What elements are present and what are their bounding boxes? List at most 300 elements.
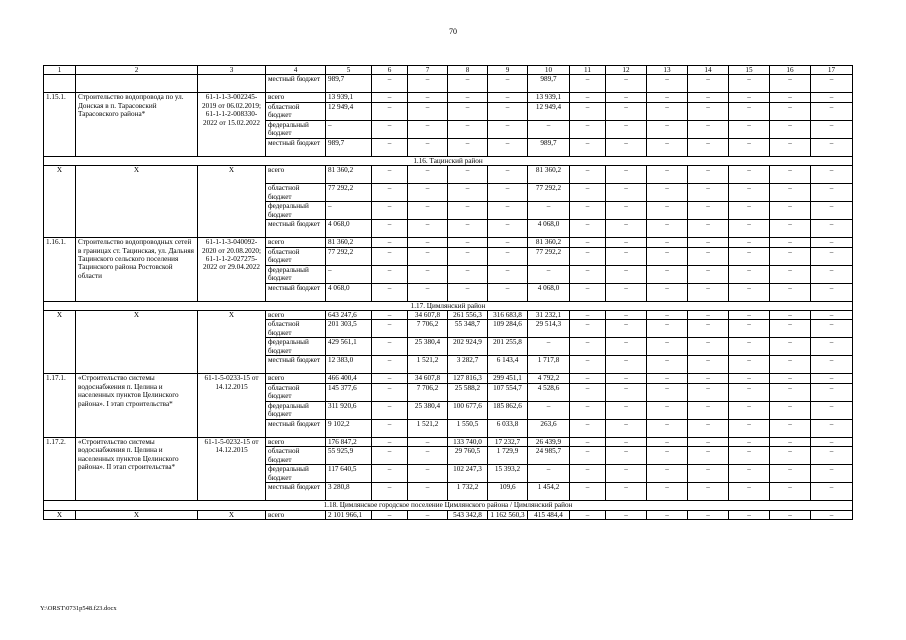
amount-cell: 133 740,0 bbox=[448, 437, 488, 446]
amount-cell: – bbox=[811, 447, 853, 465]
amount-cell: – bbox=[770, 220, 811, 238]
column-number: 10 bbox=[528, 66, 570, 75]
amount-cell: 102 247,3 bbox=[448, 465, 488, 483]
amount-cell: – bbox=[488, 202, 528, 220]
amount-cell: 201 303,5 bbox=[326, 320, 372, 338]
section-title: 1.18. Цимлянское городское поселение Цимлянского района / Цимлянский район bbox=[44, 501, 853, 510]
amount-cell: 81 360,2 bbox=[326, 238, 372, 247]
column-number: 2 bbox=[76, 66, 198, 75]
amount-cell: – bbox=[408, 265, 448, 283]
column-number: 1 bbox=[44, 66, 76, 75]
amount-cell: – bbox=[408, 75, 448, 93]
amount-cell: – bbox=[688, 320, 729, 338]
column-number: 11 bbox=[570, 66, 606, 75]
amount-cell: – bbox=[688, 102, 729, 120]
document-number bbox=[198, 75, 266, 93]
amount-cell: – bbox=[326, 120, 372, 138]
amount-cell: – bbox=[770, 238, 811, 247]
amount-cell: – bbox=[647, 447, 688, 465]
amount-cell: – bbox=[688, 419, 729, 437]
column-number: 7 bbox=[408, 66, 448, 75]
amount-cell: – bbox=[570, 320, 606, 338]
amount-cell: 81 360,2 bbox=[528, 238, 570, 247]
amount-cell: – bbox=[606, 465, 647, 483]
amount-cell: – bbox=[570, 437, 606, 446]
amount-cell: – bbox=[688, 238, 729, 247]
amount-cell: 34 607,8 bbox=[408, 311, 448, 320]
amount-cell: – bbox=[729, 184, 770, 202]
amount-cell: – bbox=[408, 120, 448, 138]
amount-cell: – bbox=[729, 356, 770, 374]
amount-cell: – bbox=[729, 483, 770, 501]
amount-cell: – bbox=[606, 102, 647, 120]
amount-cell: – bbox=[770, 447, 811, 465]
amount-cell: – bbox=[688, 447, 729, 465]
amount-cell: – bbox=[811, 374, 853, 383]
amount-cell: 1 729,9 bbox=[488, 447, 528, 465]
funding-source: федеральный бюджет bbox=[266, 465, 326, 483]
amount-cell: – bbox=[408, 102, 448, 120]
amount-cell: – bbox=[647, 374, 688, 383]
item-name: X bbox=[76, 311, 198, 374]
amount-cell: 145 377,6 bbox=[326, 383, 372, 401]
amount-cell: – bbox=[488, 265, 528, 283]
amount-cell: 4 068,0 bbox=[326, 283, 372, 301]
amount-cell: 127 816,3 bbox=[448, 374, 488, 383]
amount-cell: – bbox=[729, 138, 770, 156]
funding-source: областной бюджет bbox=[266, 184, 326, 202]
amount-cell: 466 400,4 bbox=[326, 374, 372, 383]
amount-cell: 29 514,3 bbox=[528, 320, 570, 338]
amount-cell: – bbox=[688, 220, 729, 238]
item-name: X bbox=[76, 166, 198, 238]
amount-cell: – bbox=[488, 247, 528, 265]
amount-cell: – bbox=[488, 166, 528, 184]
amount-cell: – bbox=[811, 510, 853, 519]
item-number: X bbox=[44, 166, 76, 238]
amount-cell: – bbox=[606, 383, 647, 401]
amount-cell: – bbox=[647, 320, 688, 338]
item-number bbox=[44, 75, 76, 93]
amount-cell: – bbox=[570, 356, 606, 374]
amount-cell: – bbox=[647, 220, 688, 238]
section-row bbox=[44, 301, 853, 310]
amount-cell: 77 292,2 bbox=[528, 184, 570, 202]
column-number: 5 bbox=[326, 66, 372, 75]
amount-cell: – bbox=[647, 465, 688, 483]
amount-cell: 7 706,2 bbox=[408, 383, 448, 401]
amount-cell: – bbox=[408, 93, 448, 102]
amount-cell: – bbox=[570, 510, 606, 519]
amount-cell: – bbox=[811, 265, 853, 283]
amount-cell: – bbox=[647, 283, 688, 301]
amount-cell: – bbox=[770, 265, 811, 283]
amount-cell: 26 439,9 bbox=[528, 437, 570, 446]
column-number: 9 bbox=[488, 66, 528, 75]
funding-source: местный бюджет bbox=[266, 220, 326, 238]
amount-cell: 3 282,7 bbox=[448, 356, 488, 374]
amount-cell: – bbox=[570, 238, 606, 247]
funding-source: местный бюджет bbox=[266, 356, 326, 374]
section-title: 1.17. Цимлянский район bbox=[44, 301, 853, 310]
amount-cell: 415 484,4 bbox=[528, 510, 570, 519]
section-row bbox=[44, 156, 853, 165]
amount-cell: 1 732,2 bbox=[448, 483, 488, 501]
amount-cell: – bbox=[408, 447, 448, 465]
amount-cell: 7 706,2 bbox=[408, 320, 448, 338]
amount-cell: 29 760,5 bbox=[448, 447, 488, 465]
document-number: X bbox=[198, 311, 266, 374]
amount-cell: – bbox=[811, 356, 853, 374]
amount-cell: – bbox=[372, 75, 408, 93]
amount-cell: – bbox=[448, 238, 488, 247]
amount-cell: – bbox=[647, 383, 688, 401]
amount-cell: – bbox=[326, 202, 372, 220]
amount-cell: – bbox=[729, 247, 770, 265]
amount-cell: – bbox=[372, 166, 408, 184]
amount-cell: – bbox=[729, 75, 770, 93]
amount-cell: – bbox=[770, 311, 811, 320]
page-number: 70 bbox=[449, 27, 457, 36]
amount-cell: – bbox=[606, 374, 647, 383]
amount-cell: – bbox=[408, 238, 448, 247]
amount-cell: – bbox=[688, 138, 729, 156]
amount-cell: – bbox=[408, 202, 448, 220]
amount-cell: – bbox=[647, 120, 688, 138]
amount-cell: 55 925,9 bbox=[326, 447, 372, 465]
amount-cell: – bbox=[811, 401, 853, 419]
amount-cell: – bbox=[811, 483, 853, 501]
amount-cell: 316 683,8 bbox=[488, 311, 528, 320]
file-path-footer: Y:\ORST\0731p548.f23.docx bbox=[40, 605, 117, 612]
amount-cell: – bbox=[729, 311, 770, 320]
amount-cell: – bbox=[448, 220, 488, 238]
amount-cell: 4 528,6 bbox=[528, 383, 570, 401]
amount-cell: – bbox=[528, 465, 570, 483]
amount-cell: – bbox=[488, 75, 528, 93]
amount-cell: – bbox=[688, 166, 729, 184]
column-number: 12 bbox=[606, 66, 647, 75]
amount-cell: – bbox=[606, 120, 647, 138]
table-row bbox=[44, 311, 853, 320]
amount-cell: 643 247,6 bbox=[326, 311, 372, 320]
amount-cell: – bbox=[408, 437, 448, 446]
amount-cell: – bbox=[729, 93, 770, 102]
amount-cell: – bbox=[488, 138, 528, 156]
amount-cell: – bbox=[606, 138, 647, 156]
amount-cell: – bbox=[647, 138, 688, 156]
amount-cell: – bbox=[408, 184, 448, 202]
amount-cell: – bbox=[606, 437, 647, 446]
amount-cell: – bbox=[770, 75, 811, 93]
amount-cell: – bbox=[570, 93, 606, 102]
amount-cell: 185 862,6 bbox=[488, 401, 528, 419]
funding-source: областной бюджет bbox=[266, 447, 326, 465]
amount-cell: – bbox=[811, 238, 853, 247]
amount-cell: – bbox=[606, 338, 647, 356]
amount-cell: – bbox=[688, 202, 729, 220]
amount-cell: 25 380,4 bbox=[408, 338, 448, 356]
amount-cell: – bbox=[606, 401, 647, 419]
amount-cell: – bbox=[647, 510, 688, 519]
amount-cell: – bbox=[811, 93, 853, 102]
item-number: 1.17.1. bbox=[44, 374, 76, 437]
amount-cell: – bbox=[770, 465, 811, 483]
amount-cell: – bbox=[811, 419, 853, 437]
amount-cell: 117 640,5 bbox=[326, 465, 372, 483]
amount-cell: – bbox=[729, 283, 770, 301]
item-name: «Строительство системы водоснабжения п. Целина и населенных пунктов Целинского района». II этап строительства* bbox=[76, 437, 198, 500]
amount-cell: – bbox=[528, 401, 570, 419]
budget-table bbox=[43, 65, 853, 520]
funding-source: областной бюджет bbox=[266, 383, 326, 401]
amount-cell: – bbox=[606, 202, 647, 220]
amount-cell: – bbox=[688, 465, 729, 483]
amount-cell: – bbox=[647, 93, 688, 102]
amount-cell: – bbox=[570, 220, 606, 238]
item-name bbox=[76, 75, 198, 93]
amount-cell: – bbox=[528, 338, 570, 356]
amount-cell: 107 554,7 bbox=[488, 383, 528, 401]
amount-cell: – bbox=[488, 120, 528, 138]
amount-cell: – bbox=[448, 166, 488, 184]
amount-cell: – bbox=[770, 374, 811, 383]
amount-cell: – bbox=[770, 202, 811, 220]
funding-source: федеральный бюджет bbox=[266, 265, 326, 283]
amount-cell: – bbox=[326, 265, 372, 283]
amount-cell: 9 102,2 bbox=[326, 419, 372, 437]
amount-cell: – bbox=[372, 283, 408, 301]
amount-cell: – bbox=[570, 383, 606, 401]
amount-cell: 24 985,7 bbox=[528, 447, 570, 465]
funding-source: всего bbox=[266, 311, 326, 320]
amount-cell: – bbox=[811, 120, 853, 138]
document-number: X bbox=[198, 166, 266, 238]
amount-cell: – bbox=[647, 75, 688, 93]
funding-source: федеральный бюджет bbox=[266, 120, 326, 138]
amount-cell: – bbox=[606, 283, 647, 301]
amount-cell: – bbox=[408, 138, 448, 156]
amount-cell: – bbox=[448, 120, 488, 138]
amount-cell: – bbox=[811, 283, 853, 301]
amount-cell: – bbox=[372, 447, 408, 465]
funding-source: всего bbox=[266, 93, 326, 102]
amount-cell: – bbox=[770, 437, 811, 446]
amount-cell: – bbox=[647, 202, 688, 220]
amount-cell: – bbox=[606, 184, 647, 202]
amount-cell: – bbox=[372, 238, 408, 247]
amount-cell: – bbox=[729, 220, 770, 238]
amount-cell: – bbox=[372, 184, 408, 202]
amount-cell: 34 607,8 bbox=[408, 374, 448, 383]
amount-cell: 12 949,4 bbox=[326, 102, 372, 120]
funding-source: областной бюджет bbox=[266, 247, 326, 265]
amount-cell: – bbox=[647, 184, 688, 202]
amount-cell: – bbox=[729, 465, 770, 483]
amount-cell: – bbox=[606, 265, 647, 283]
amount-cell: – bbox=[448, 184, 488, 202]
amount-cell: – bbox=[647, 238, 688, 247]
item-name: Строительство водопровода по ул. Донская в п. Тарасовский Тарасовского района* bbox=[76, 93, 198, 156]
amount-cell: – bbox=[688, 356, 729, 374]
amount-cell: – bbox=[811, 184, 853, 202]
amount-cell: – bbox=[372, 437, 408, 446]
amount-cell: – bbox=[372, 93, 408, 102]
table-row bbox=[44, 437, 853, 446]
amount-cell: – bbox=[570, 465, 606, 483]
funding-source: всего bbox=[266, 510, 326, 519]
amount-cell: – bbox=[647, 483, 688, 501]
amount-cell: – bbox=[408, 483, 448, 501]
amount-cell: – bbox=[606, 320, 647, 338]
amount-cell: – bbox=[570, 374, 606, 383]
amount-cell: 176 847,2 bbox=[326, 437, 372, 446]
amount-cell: 12 949,4 bbox=[528, 102, 570, 120]
amount-cell: – bbox=[729, 510, 770, 519]
column-number: 8 bbox=[448, 66, 488, 75]
amount-cell: 989,7 bbox=[528, 138, 570, 156]
section-title: 1.16. Тацинский район bbox=[44, 156, 853, 165]
amount-cell: – bbox=[408, 465, 448, 483]
amount-cell: – bbox=[488, 283, 528, 301]
funding-source: федеральный бюджет bbox=[266, 338, 326, 356]
amount-cell: – bbox=[606, 166, 647, 184]
amount-cell: – bbox=[372, 102, 408, 120]
amount-cell: – bbox=[729, 374, 770, 383]
amount-cell: – bbox=[688, 265, 729, 283]
amount-cell: – bbox=[647, 401, 688, 419]
amount-cell: – bbox=[811, 247, 853, 265]
amount-cell: – bbox=[647, 338, 688, 356]
amount-cell: 25 588,2 bbox=[448, 383, 488, 401]
amount-cell: – bbox=[688, 483, 729, 501]
amount-cell: – bbox=[688, 247, 729, 265]
amount-cell: – bbox=[688, 374, 729, 383]
amount-cell: – bbox=[770, 320, 811, 338]
amount-cell: 1 717,8 bbox=[528, 356, 570, 374]
header-row bbox=[44, 66, 853, 75]
amount-cell: – bbox=[688, 283, 729, 301]
amount-cell: – bbox=[729, 401, 770, 419]
table-row bbox=[44, 166, 853, 184]
amount-cell: – bbox=[606, 356, 647, 374]
document-number: 61-1-1-3-002245-2019 от 06.02.2019; 61-1-1-2-008330-2022 от 15.02.2022 bbox=[198, 93, 266, 156]
amount-cell: – bbox=[372, 311, 408, 320]
amount-cell: – bbox=[448, 247, 488, 265]
amount-cell: – bbox=[688, 437, 729, 446]
amount-cell: – bbox=[606, 311, 647, 320]
amount-cell: – bbox=[448, 265, 488, 283]
amount-cell: – bbox=[811, 220, 853, 238]
amount-cell: – bbox=[570, 419, 606, 437]
amount-cell: 201 255,8 bbox=[488, 338, 528, 356]
amount-cell: – bbox=[688, 93, 729, 102]
amount-cell: – bbox=[647, 166, 688, 184]
amount-cell: 4 068,0 bbox=[528, 283, 570, 301]
item-number: X bbox=[44, 510, 76, 519]
amount-cell: 202 924,9 bbox=[448, 338, 488, 356]
column-number: 13 bbox=[647, 66, 688, 75]
amount-cell: – bbox=[770, 383, 811, 401]
amount-cell: – bbox=[647, 311, 688, 320]
table-row bbox=[44, 93, 853, 102]
amount-cell: – bbox=[811, 166, 853, 184]
item-name: «Строительство системы водоснабжения п. Целина и населенных пунктов Целинского района». I этап строительства* bbox=[76, 374, 198, 437]
amount-cell: – bbox=[372, 202, 408, 220]
amount-cell: 25 380,4 bbox=[408, 401, 448, 419]
amount-cell: – bbox=[770, 338, 811, 356]
item-name: Строительство водопроводных сетей в границах ст. Тацинская, ул. Дальняя Тацинского сельского поселения Тацинского района Ростовской области bbox=[76, 238, 198, 301]
amount-cell: – bbox=[448, 202, 488, 220]
item-number: X bbox=[44, 311, 76, 374]
amount-cell: – bbox=[372, 510, 408, 519]
amount-cell: – bbox=[570, 401, 606, 419]
amount-cell: 6 143,4 bbox=[488, 356, 528, 374]
amount-cell: – bbox=[770, 93, 811, 102]
amount-cell: – bbox=[770, 166, 811, 184]
amount-cell: – bbox=[606, 419, 647, 437]
amount-cell: – bbox=[372, 419, 408, 437]
amount-cell: – bbox=[647, 265, 688, 283]
amount-cell: – bbox=[488, 184, 528, 202]
amount-cell: 4 068,0 bbox=[326, 220, 372, 238]
amount-cell: 1 162 560,3 bbox=[488, 510, 528, 519]
item-number: 1.17.2. bbox=[44, 437, 76, 500]
funding-source: местный бюджет bbox=[266, 419, 326, 437]
amount-cell: – bbox=[729, 202, 770, 220]
funding-source: всего bbox=[266, 437, 326, 446]
amount-cell: 12 383,0 bbox=[326, 356, 372, 374]
amount-cell: – bbox=[448, 93, 488, 102]
amount-cell: – bbox=[570, 247, 606, 265]
amount-cell: 6 033,8 bbox=[488, 419, 528, 437]
amount-cell: 989,7 bbox=[326, 75, 372, 93]
amount-cell: 989,7 bbox=[326, 138, 372, 156]
amount-cell: – bbox=[770, 356, 811, 374]
amount-cell: – bbox=[770, 102, 811, 120]
funding-source: федеральный бюджет bbox=[266, 401, 326, 419]
amount-cell: 1 454,2 bbox=[528, 483, 570, 501]
amount-cell: – bbox=[811, 311, 853, 320]
funding-source: местный бюджет bbox=[266, 138, 326, 156]
amount-cell: – bbox=[729, 383, 770, 401]
amount-cell: – bbox=[372, 338, 408, 356]
amount-cell: 1 521,2 bbox=[408, 419, 448, 437]
amount-cell: – bbox=[770, 510, 811, 519]
amount-cell: 13 939,1 bbox=[528, 93, 570, 102]
section-row bbox=[44, 501, 853, 510]
amount-cell: – bbox=[570, 166, 606, 184]
amount-cell: – bbox=[770, 483, 811, 501]
document-number: 61-1-1-3-040092-2020 от 20.08.2020; 61-1-1-2-027275-2022 от 29.04.2022 bbox=[198, 238, 266, 301]
amount-cell: – bbox=[488, 102, 528, 120]
column-number: 16 bbox=[770, 66, 811, 75]
amount-cell: 543 342,8 bbox=[448, 510, 488, 519]
amount-cell: 4 792,2 bbox=[528, 374, 570, 383]
amount-cell: – bbox=[528, 120, 570, 138]
amount-cell: 299 451,1 bbox=[488, 374, 528, 383]
amount-cell: – bbox=[729, 320, 770, 338]
funding-source: всего bbox=[266, 166, 326, 184]
amount-cell: – bbox=[606, 75, 647, 93]
amount-cell: – bbox=[606, 93, 647, 102]
amount-cell: – bbox=[606, 220, 647, 238]
amount-cell: – bbox=[770, 247, 811, 265]
column-number: 17 bbox=[811, 66, 853, 75]
amount-cell: – bbox=[729, 437, 770, 446]
amount-cell: 17 232,7 bbox=[488, 437, 528, 446]
amount-cell: – bbox=[570, 311, 606, 320]
